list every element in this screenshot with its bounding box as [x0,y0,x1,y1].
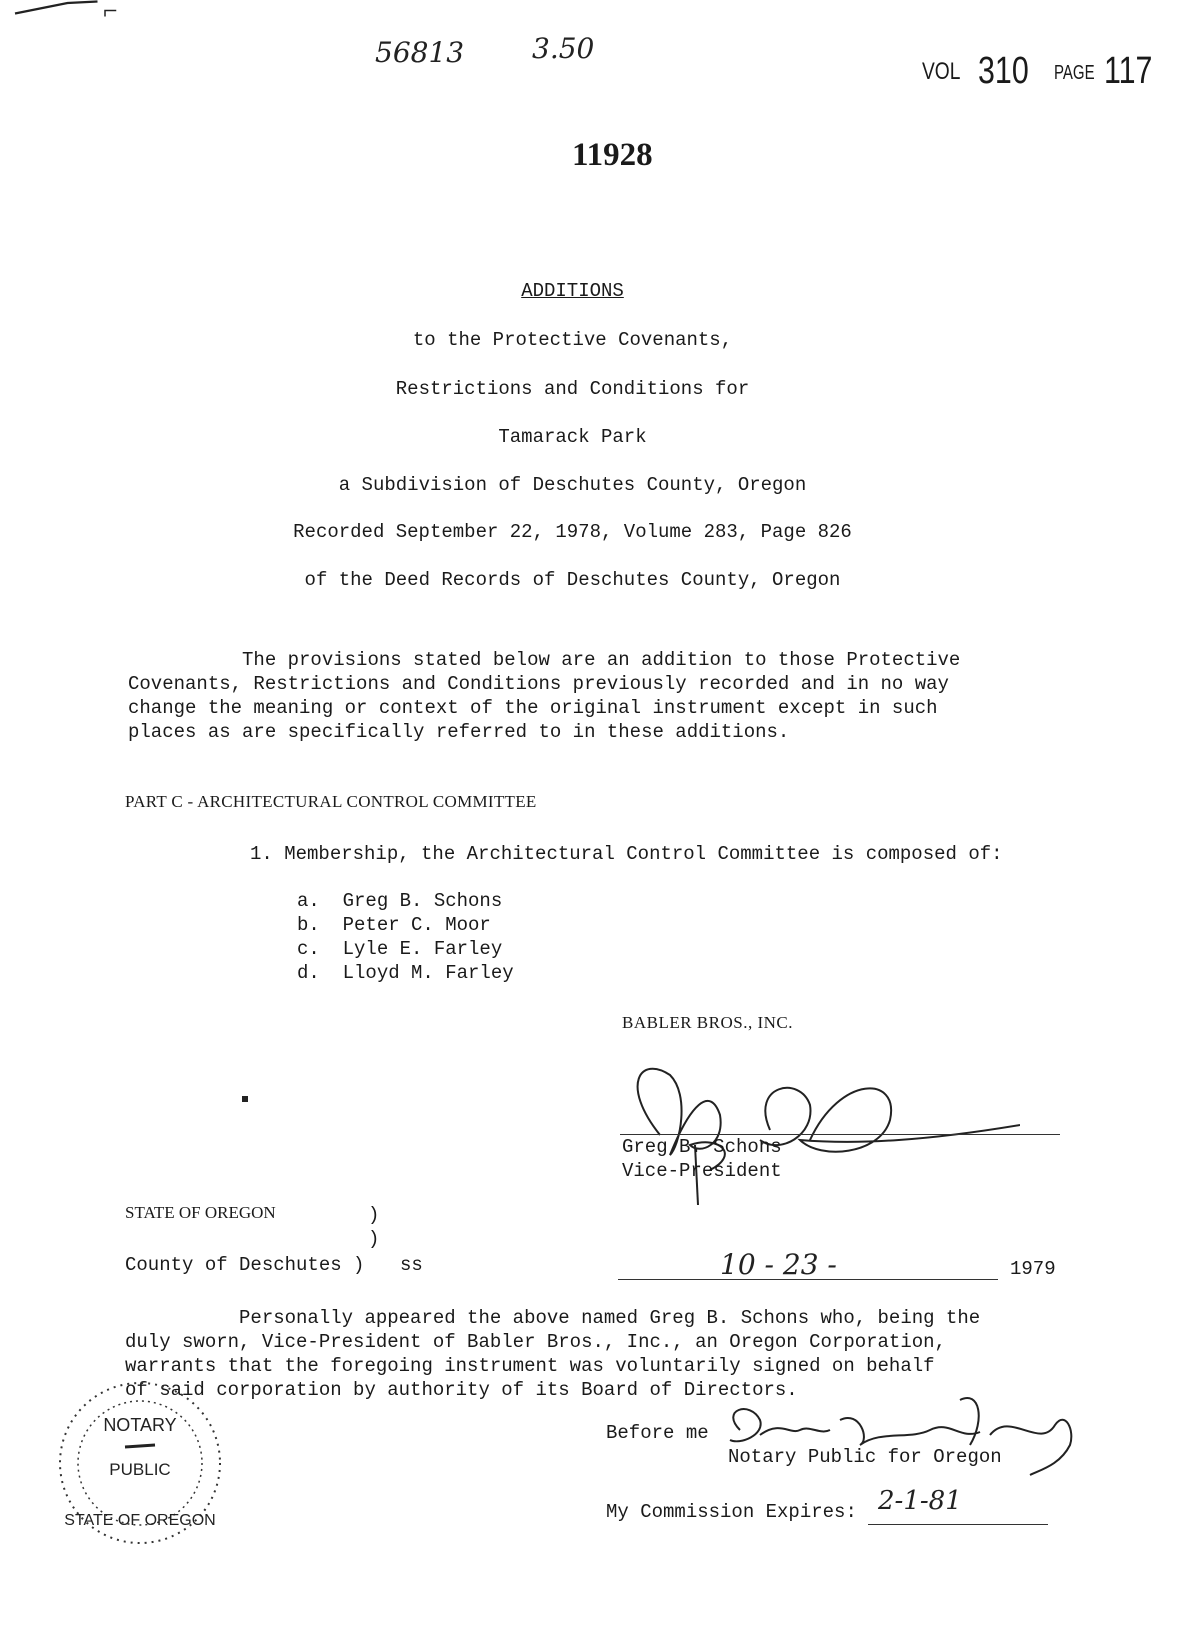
commission-label: My Commission Expires: [606,1501,857,1523]
state-label: STATE OF OREGON [125,1203,276,1222]
intro-paragraph: The provisions stated below are an addition to those Protective Covenants, Restrictions and Conditions previously recorded and in no way change the meaning or context of the original instrument except in such places as are specifically referred to in these additions. [128,649,961,743]
handwritten-date: 10 - 23 - [720,1248,837,1281]
part-heading: PART C - ARCHITECTURAL CONTROL COMMITTEE [125,792,537,811]
handwritten-number: 56813 [375,36,465,69]
signer-name: Greg B. Schons [622,1136,782,1158]
seal-bottom-text: STATE OF OREGON [64,1512,216,1529]
title-line: Restrictions and Conditions for [395,378,750,400]
seal-top-text: NOTARY [103,1415,177,1435]
volume-label: VOL [922,58,961,85]
scan-speck [242,1096,248,1102]
page-label: PAGE [1054,62,1095,84]
document-number: 11928 [572,137,653,173]
list-item: b. Peter C. Moor [297,914,491,936]
acknowledgment-paragraph: Personally appeared the above named Greg B. Schons who, being the duly sworn, Vice-President of Babler Bros., Inc., an Oregon Corporation, warrants that the foregoing instrument was voluntarily signed on behalf of said corporation by authority of its Board of Directors. [125,1307,981,1401]
title-line: Tamarack Park [498,426,647,448]
page-number: 117 [1104,50,1153,92]
signer-title: Vice-President [622,1160,782,1182]
paren: ) [368,1228,380,1250]
title-line: a Subdivision of Deschutes County, Oregon [338,474,807,496]
scan-artifact [0,0,120,18]
handwritten-commission-date: 2-1-81 [878,1486,962,1516]
list-item: a. Greg B. Schons [297,890,503,912]
title-line: of the Deed Records of Deschutes County, Oregon [304,569,841,591]
member-list [297,889,514,985]
title-line: to the Protective Covenants, [412,329,733,351]
notary-title: Notary Public for Oregon [728,1446,1002,1468]
list-item: d. Lloyd M. Farley [297,962,514,984]
membership-item: 1. Membership, the Architectural Control Committee is composed of: [250,843,1003,865]
signature-line [620,1134,1060,1135]
ss-label: ss [400,1254,423,1276]
notary-seal [45,1375,245,1555]
list-item: c. Lyle E. Farley [297,938,503,960]
document-title: ADDITIONS [521,280,624,302]
before-me-label: Before me [606,1422,709,1444]
title-line: Recorded September 22, 1978, Volume 283, Page 826 [293,521,852,543]
paren: ) [368,1204,380,1226]
handwritten-fee: 3.50 [532,32,595,65]
company-name: BABLER BROS., INC. [622,1013,793,1032]
seal-middle-text: PUBLIC [109,1460,171,1479]
year: 1979 [1010,1258,1056,1280]
county-label: County of Deschutes ) [125,1254,365,1276]
volume-number: 310 [978,50,1029,92]
commission-line [868,1524,1048,1525]
